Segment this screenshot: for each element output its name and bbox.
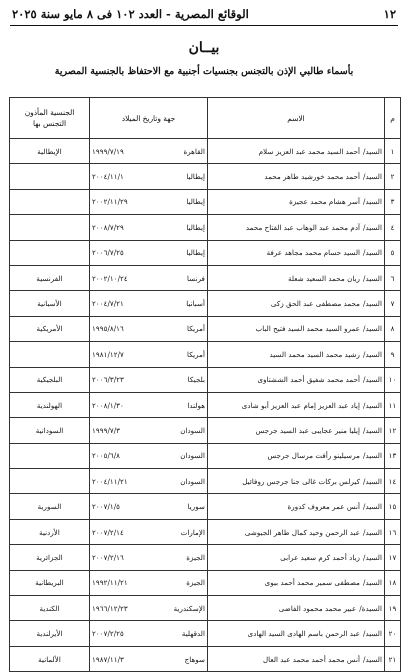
row-birth-cell bbox=[90, 621, 208, 646]
birth-place: الدقهلية bbox=[181, 629, 205, 639]
table-row bbox=[10, 265, 401, 290]
row-birth-cell bbox=[90, 494, 208, 519]
honorific: السيد/ bbox=[363, 578, 382, 588]
row-nationality: الكندية bbox=[10, 596, 90, 621]
table-row bbox=[10, 164, 401, 189]
row-name-cell bbox=[208, 164, 385, 189]
row-name-cell bbox=[208, 291, 385, 316]
birth-date: ٢٠٠٥/٦/٨ bbox=[92, 451, 121, 461]
birth-place: الإسكندرية bbox=[173, 603, 205, 613]
row-number: ٢ bbox=[385, 164, 401, 189]
person-name: أحمد محمد شفيق أحمد الششتاوى bbox=[257, 375, 361, 385]
person-name: عبد الرحمن وحيد كمال طاهر الجيوشى bbox=[244, 527, 361, 537]
birth-date: ٢٠٠٤/١١/١ bbox=[92, 172, 124, 182]
person-name: أحمد محمد خورشيد طاهر محمد bbox=[264, 172, 361, 182]
row-nationality: البلجيكية bbox=[10, 367, 90, 392]
table-row bbox=[10, 621, 401, 646]
row-birth-cell bbox=[90, 596, 208, 621]
row-name-cell bbox=[208, 367, 385, 392]
birth-date: ١٩٩٥/٨/١٦ bbox=[92, 324, 124, 334]
birth-date: ١٩٦٦/١٢/٢٣ bbox=[92, 603, 128, 613]
birth-date: ١٩٩٩/٧/١٩ bbox=[92, 146, 124, 156]
honorific: السيد/ bbox=[363, 146, 382, 156]
honorific: السيد/ bbox=[363, 654, 382, 664]
row-number: ١٩ bbox=[385, 596, 401, 621]
row-nationality: الإيطالية bbox=[10, 139, 90, 164]
birth-place: الجيزة bbox=[186, 578, 205, 588]
row-birth-cell bbox=[90, 418, 208, 443]
row-number: ٥ bbox=[385, 240, 401, 265]
row-name-cell bbox=[208, 139, 385, 164]
row-name-cell bbox=[208, 621, 385, 646]
birth-place: إيطاليا bbox=[186, 248, 205, 258]
row-nationality: الأيرلندية bbox=[10, 621, 90, 646]
honorific: السيد/ bbox=[363, 425, 382, 435]
birth-place: السودان bbox=[180, 451, 205, 461]
birth-date: ٢٠٠٨/١/٣٠ bbox=[92, 400, 124, 410]
row-nationality: الأمريكية bbox=[10, 316, 90, 341]
row-name-cell bbox=[208, 265, 385, 290]
page-number: ١٢ bbox=[383, 7, 396, 21]
row-nationality bbox=[10, 240, 90, 265]
person-name: أنس محمد أحمد محمد عبد العال bbox=[262, 654, 361, 664]
table-row bbox=[10, 215, 401, 240]
birth-date: ٢٠٠٦/٧/٢٥ bbox=[92, 248, 124, 258]
header-nationality-line1: الجنسية المأذون bbox=[24, 108, 75, 117]
birth-date: ٢٠٠٧/٢/١٦ bbox=[92, 552, 124, 562]
birth-date: ١٩٨٧/١١/٣ bbox=[92, 654, 124, 664]
document-title: بيــان bbox=[188, 40, 220, 56]
running-title: الوقائع المصرية - العدد ١٠٢ فى ٨ مايو سنة ٢٠٢٥ bbox=[12, 7, 249, 21]
table-row bbox=[10, 139, 401, 164]
table-row bbox=[10, 342, 401, 367]
table-row bbox=[10, 545, 401, 570]
person-name: إياد عبد العزيز إمام عبد العزيز أبو شادى bbox=[241, 400, 361, 410]
person-name: عمرو السيد محمد السيد فتيح الباب bbox=[255, 324, 361, 334]
birth-date: ٢٠٠٢/١١/٢٩ bbox=[92, 197, 128, 207]
person-name: السيد حسام محمد مجاهد عرفة bbox=[266, 248, 361, 258]
row-birth-cell bbox=[90, 392, 208, 417]
honorific: السيد/ bbox=[363, 375, 382, 385]
row-birth-cell bbox=[90, 570, 208, 595]
honorific: السيد/ bbox=[363, 527, 382, 537]
row-number: ١٤ bbox=[385, 469, 401, 494]
person-name: عبير محمد محمود الفاضى bbox=[278, 603, 357, 613]
birth-date: ٢٠٠٤/٧/٢١ bbox=[92, 299, 124, 309]
table-row bbox=[10, 570, 401, 595]
header-rule bbox=[10, 25, 398, 26]
person-name: إيليا منير عجايبى عبد السيد جرجس bbox=[255, 425, 361, 435]
honorific: السيد/ bbox=[363, 197, 382, 207]
row-birth-cell bbox=[90, 316, 208, 341]
row-birth-cell bbox=[90, 240, 208, 265]
row-number: ١٧ bbox=[385, 545, 401, 570]
row-name-cell bbox=[208, 240, 385, 265]
person-name: أحمد السيد محمد عبد العزيز سلام bbox=[258, 146, 361, 156]
birth-place: السودان bbox=[180, 425, 205, 435]
table-row bbox=[10, 519, 401, 544]
honorific: السيد/ bbox=[363, 400, 382, 410]
honorific: السيد/ bbox=[363, 349, 382, 359]
row-birth-cell bbox=[90, 545, 208, 570]
row-name-cell bbox=[208, 392, 385, 417]
person-name: ريان محمد السعيد شعلة bbox=[288, 273, 361, 283]
row-nationality bbox=[10, 342, 90, 367]
row-name-cell bbox=[208, 316, 385, 341]
birth-place: فرنسا bbox=[186, 273, 205, 283]
row-number: ١٢ bbox=[385, 418, 401, 443]
row-name-cell bbox=[208, 494, 385, 519]
birth-place: أمريكا bbox=[187, 349, 205, 359]
birth-date: ١٩٨١/١٢/٧ bbox=[92, 349, 124, 359]
row-nationality bbox=[10, 215, 90, 240]
birth-place: إيطاليا bbox=[186, 222, 205, 232]
row-number: ٣ bbox=[385, 189, 401, 214]
row-birth-cell bbox=[90, 189, 208, 214]
birth-date: ٢٠٠٧/٢/١٤ bbox=[92, 527, 124, 537]
birth-date: ١٩٩٩/٧/٣ bbox=[92, 425, 121, 435]
birth-place: الإمارات bbox=[180, 527, 205, 537]
table-row bbox=[10, 596, 401, 621]
birth-place: سوهاج bbox=[184, 654, 205, 664]
row-number: ١٦ bbox=[385, 519, 401, 544]
row-birth-cell bbox=[90, 215, 208, 240]
birth-date: ٢٠٠٧/٢/٢٥ bbox=[92, 629, 124, 639]
birth-place: أسبانيا bbox=[186, 299, 205, 309]
row-number: ١٠ bbox=[385, 367, 401, 392]
row-name-cell bbox=[208, 215, 385, 240]
person-name: مرسيلينو رأفت مرسال جرجس bbox=[267, 451, 361, 461]
header-birth: جهة وتاريخ الميلاد bbox=[90, 98, 208, 139]
honorific: السيد/ bbox=[363, 324, 382, 334]
honorific: السيد/ bbox=[363, 273, 382, 283]
row-number: ١١ bbox=[385, 392, 401, 417]
row-nationality: السودانية bbox=[10, 418, 90, 443]
person-name: آسر هشام محمد عجيزة bbox=[289, 197, 361, 207]
honorific: السيد/ bbox=[363, 552, 382, 562]
row-birth-cell bbox=[90, 164, 208, 189]
table-row bbox=[10, 189, 401, 214]
birth-place: الجيزة bbox=[186, 552, 205, 562]
birth-date: ١٩٩٢/١١/٢١ bbox=[92, 578, 128, 588]
row-number: ٩ bbox=[385, 342, 401, 367]
row-name-cell bbox=[208, 469, 385, 494]
row-birth-cell bbox=[90, 443, 208, 468]
row-number: ٤ bbox=[385, 215, 401, 240]
table-row bbox=[10, 291, 401, 316]
row-birth-cell bbox=[90, 469, 208, 494]
header-nationality bbox=[10, 98, 90, 139]
row-nationality: السورية bbox=[10, 494, 90, 519]
table-row bbox=[10, 494, 401, 519]
row-name-cell bbox=[208, 342, 385, 367]
header-number: م bbox=[385, 98, 401, 139]
person-name: زياد أحمد كرم سعيد عرابى bbox=[280, 552, 361, 562]
birth-place: سوريا bbox=[187, 502, 205, 512]
table-row bbox=[10, 316, 401, 341]
birth-place: السودان bbox=[180, 476, 205, 486]
header-name: الاسم bbox=[208, 98, 385, 139]
row-birth-cell bbox=[90, 519, 208, 544]
table-header-row bbox=[10, 98, 401, 139]
person-name: عبد الرحمن باسم الهادى السيد الهادى bbox=[247, 629, 361, 639]
honorific: السيد/ bbox=[363, 502, 382, 512]
row-birth-cell bbox=[90, 291, 208, 316]
table-body bbox=[10, 139, 401, 672]
row-nationality bbox=[10, 189, 90, 214]
person-name: آدم محمد عبد الوهاب عبد الفتاح محمد bbox=[245, 222, 361, 232]
birth-place: أمريكا bbox=[187, 324, 205, 334]
birth-date: ٢٠٠٨/٧/٢٩ bbox=[92, 222, 124, 232]
row-name-cell bbox=[208, 570, 385, 595]
honorific: السيد/ bbox=[363, 172, 382, 182]
birth-place: إيطاليا bbox=[186, 197, 205, 207]
birth-date: ٢٠٠٤/١١/٢١ bbox=[92, 476, 128, 486]
honorific: السيد/ bbox=[363, 629, 382, 639]
row-nationality bbox=[10, 469, 90, 494]
row-birth-cell bbox=[90, 342, 208, 367]
row-number: ١٣ bbox=[385, 443, 401, 468]
row-name-cell bbox=[208, 519, 385, 544]
honorific: السيد/ bbox=[363, 299, 382, 309]
row-name-cell bbox=[208, 189, 385, 214]
row-number: ١ bbox=[385, 139, 401, 164]
birth-place: القاهرة bbox=[183, 146, 205, 156]
row-number: ٢٠ bbox=[385, 621, 401, 646]
table-row bbox=[10, 367, 401, 392]
row-number: ٧ bbox=[385, 291, 401, 316]
person-name: كيرلس بركات غالى جنا جرجس روفائيل bbox=[242, 476, 361, 486]
row-name-cell bbox=[208, 596, 385, 621]
row-name-cell bbox=[208, 418, 385, 443]
row-nationality: البريطانية bbox=[10, 570, 90, 595]
person-name: مصطفى سمير محمد أحمد بيوى bbox=[264, 578, 361, 588]
row-birth-cell bbox=[90, 367, 208, 392]
table-row bbox=[10, 469, 401, 494]
person-name: محمد مصطفى عبد الحق زكى bbox=[270, 299, 361, 309]
row-name-cell bbox=[208, 545, 385, 570]
row-number: ٨ bbox=[385, 316, 401, 341]
honorific: السيد/ bbox=[363, 248, 382, 258]
table-row bbox=[10, 418, 401, 443]
birth-date: ٢٠٠٦/٣/٢٣ bbox=[92, 375, 124, 385]
row-nationality: الأسبانية bbox=[10, 291, 90, 316]
table-row bbox=[10, 392, 401, 417]
table-row bbox=[10, 240, 401, 265]
row-number: ١٨ bbox=[385, 570, 401, 595]
table-row bbox=[10, 443, 401, 468]
birth-place: هولندا bbox=[187, 400, 205, 410]
birth-place: بلجيكا bbox=[187, 375, 205, 385]
birth-date: ٢٠٠٧/١/٥ bbox=[92, 502, 121, 512]
person-name: أنس عمر معروف كدورة bbox=[287, 502, 361, 512]
applicants-table bbox=[9, 97, 401, 672]
header-nationality-line2: التجنس بها bbox=[32, 119, 67, 128]
row-birth-cell bbox=[90, 265, 208, 290]
row-nationality: الهولندية bbox=[10, 392, 90, 417]
running-header bbox=[12, 5, 396, 23]
row-nationality: الجزائرية bbox=[10, 545, 90, 570]
row-nationality bbox=[10, 164, 90, 189]
row-number: ٢١ bbox=[385, 646, 401, 671]
honorific: السيدة/ bbox=[359, 603, 382, 613]
row-name-cell bbox=[208, 443, 385, 468]
birth-place: إيطاليا bbox=[186, 172, 205, 182]
row-number: ١٥ bbox=[385, 494, 401, 519]
row-nationality bbox=[10, 443, 90, 468]
row-nationality: الفرنسية bbox=[10, 265, 90, 290]
document-subtitle: بأسماء طالبي الإذن بالتجنس بجنسيات أجنبية مع الاحتفاظ بالجنسية المصرية bbox=[54, 66, 354, 77]
birth-date: ٢٠٠٢/١٠/٢٤ bbox=[92, 273, 128, 283]
row-nationality: الأردنية bbox=[10, 519, 90, 544]
honorific: السيد/ bbox=[363, 476, 382, 486]
row-number: ٦ bbox=[385, 265, 401, 290]
honorific: السيد/ bbox=[363, 222, 382, 232]
person-name: رشيد محمد السيد محمد السيد bbox=[269, 349, 361, 359]
row-nationality: الألمانية bbox=[10, 646, 90, 671]
row-birth-cell bbox=[90, 139, 208, 164]
honorific: السيد/ bbox=[363, 451, 382, 461]
